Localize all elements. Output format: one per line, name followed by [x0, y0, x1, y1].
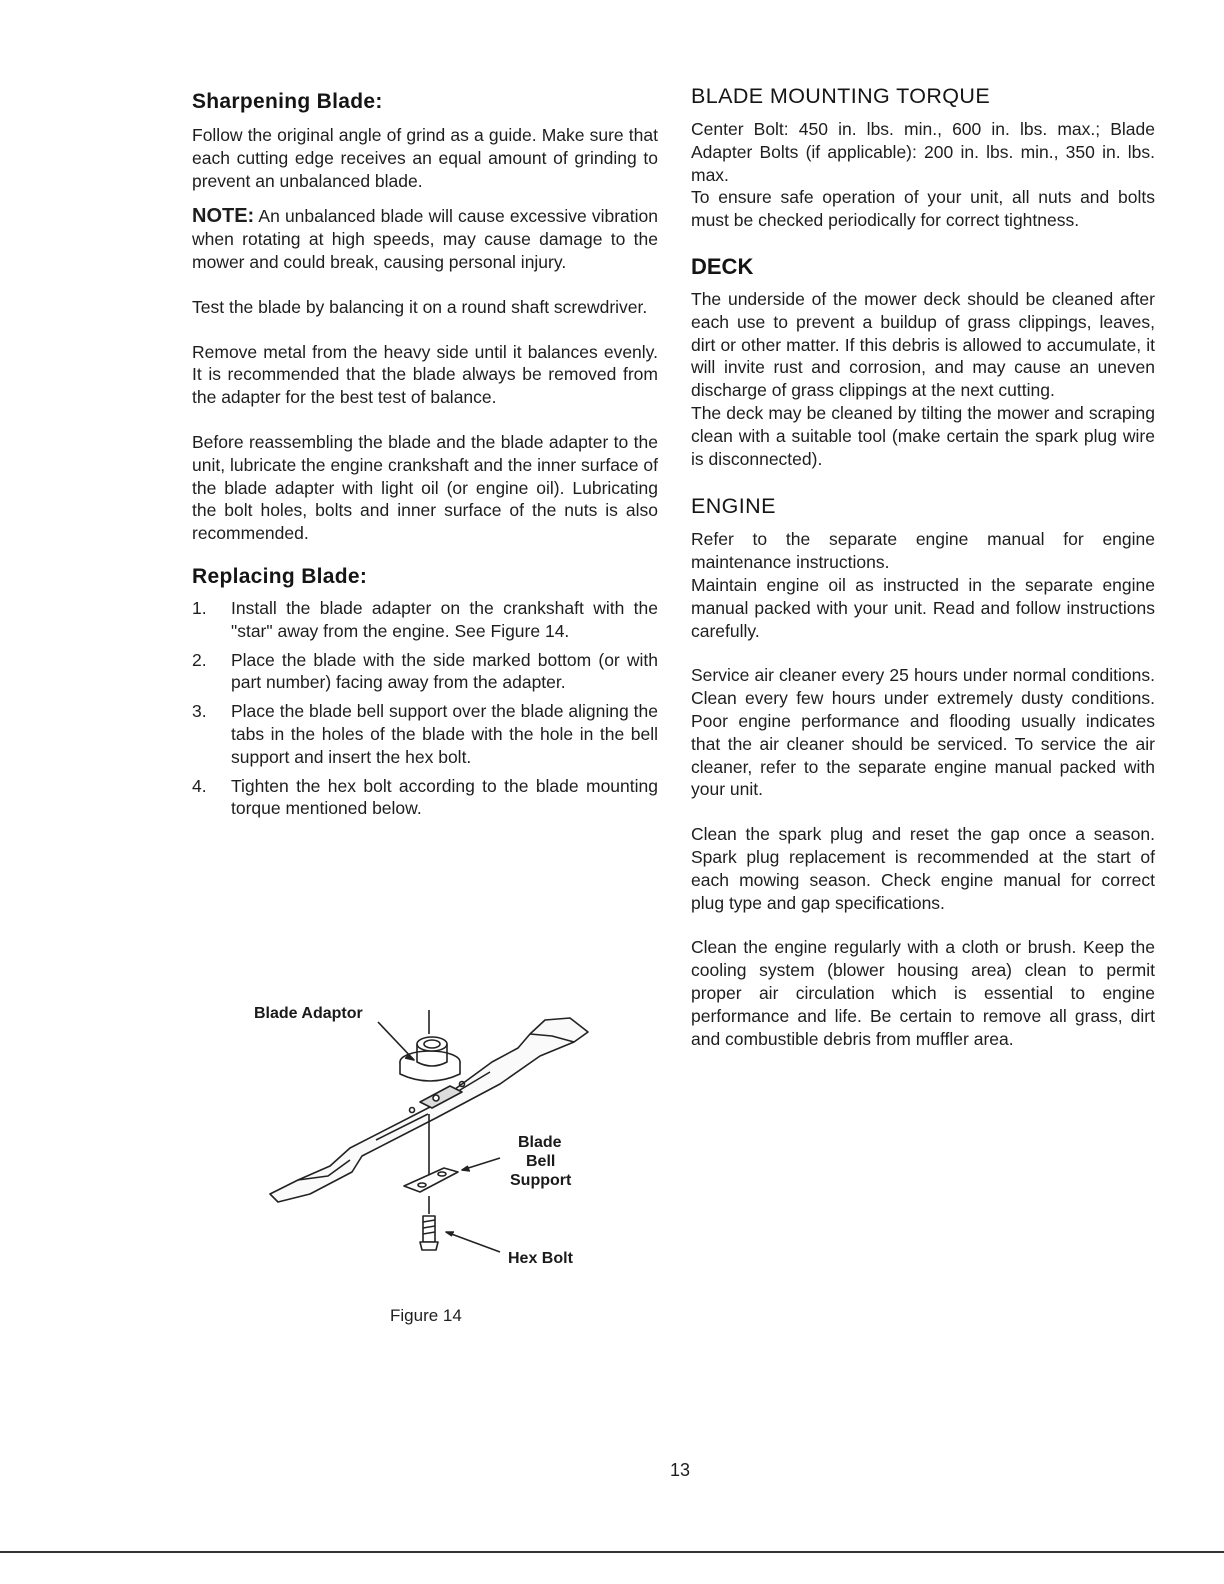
step-item: [192, 700, 658, 768]
engine-air-cleaner-paragraph: Service air cleaner every 25 hours under normal conditions. Clean every few hours under extremely dusty conditions. Poor engine performance and flooding usually indicates that the air cleaner should be serviced. To service the air cleaner, refer to the separate engine manual packed with your unit.: [691, 665, 1155, 800]
remove-metal-paragraph: Remove metal from the heavy side until it balances evenly. It is recommended that the blade always be removed from the adapter for the best test of balance.: [192, 341, 658, 408]
deck-paragraph-2: The deck may be cleaned by tilting the mower and scraping clean with a suitable tool (make certain the spark plug wire is disconnected).: [691, 402, 1155, 469]
note-label: NOTE:: [192, 205, 255, 228]
step-text: Place the blade with the side marked bottom (or with part number) facing away from the adapter.: [231, 649, 658, 693]
step-number: 2.: [192, 649, 207, 670]
bottom-rule: [0, 1551, 1224, 1553]
step-item: [192, 775, 658, 821]
figure-caption: Figure 14: [390, 1306, 462, 1325]
reassembling-paragraph: Before reassembling the blade and the blade adapter to the unit, lubricate the engine crankshaft and the inner surface of the blade adapter with light oil (or engine oil). Lubricating the bolt holes, bolts and inner surface of the nuts is also recommended.: [192, 431, 658, 544]
step-number: 1.: [192, 597, 207, 618]
hex-bolt-label: Hex Bolt: [508, 1250, 573, 1267]
blade-adaptor-label: Blade Adaptor: [254, 1005, 363, 1022]
engine-heading: ENGINE: [691, 494, 776, 519]
sharpening-blade-heading: Sharpening Blade:: [192, 90, 383, 113]
engine-cleaning-paragraph: Clean the engine regularly with a cloth or brush. Keep the cooling system (blower housing area) clean to permit proper air circulation which is essential to engine performance and life. Be certain to remove all grass, dirt and combustible debris from muffler area.: [691, 937, 1155, 1049]
step-item: [192, 597, 658, 643]
engine-paragraph-2: Maintain engine oil as instructed in the separate engine manual packed with your unit. Read and follow instructions carefully.: [691, 574, 1155, 641]
step-number: 3.: [192, 701, 207, 722]
step-item: [192, 649, 658, 695]
engine-paragraph-1: Refer to the separate engine manual for engine maintenance instructions.: [691, 529, 1155, 573]
left-column: [192, 84, 658, 820]
note-paragraph: [192, 205, 658, 273]
replacing-steps-list: [192, 597, 658, 820]
blade-mounting-torque-heading: BLADE MOUNTING TORQUE: [691, 84, 991, 108]
deck-heading: DECK: [691, 253, 754, 279]
blade-bell-support-label-line3: Support: [510, 1172, 572, 1189]
note-text: An unbalanced blade will cause excessive vibration when rotating at high speeds, may cause damage to the mower and could break, causing personal injury.: [192, 206, 658, 272]
figure-14: [200, 990, 620, 1340]
sharpening-paragraph: Follow the original angle of grind as a guide. Make sure that each cutting edge receives an equal amount of grinding to prevent an unbalanced blade.: [192, 125, 658, 191]
page-number: 13: [670, 1460, 691, 1480]
step-text: Install the blade adapter on the crankshaft with the "star" away from the engine. See Figure 14.: [231, 597, 658, 641]
step-number: 4.: [192, 775, 207, 796]
test-paragraph: Test the blade by balancing it on a round shaft screwdriver.: [192, 296, 648, 317]
blade-bell-support-label-line1: Blade: [518, 1134, 562, 1151]
replacing-blade-heading: Replacing Blade:: [192, 564, 368, 588]
right-column: [691, 84, 1155, 1050]
blade-bell-support-label-line2: Bell: [526, 1153, 556, 1170]
step-text: Tighten the hex bolt according to the blade mounting torque mentioned below.: [231, 775, 658, 819]
deck-paragraph-1: The underside of the mower deck should be cleaned after each use to prevent a buildup of grass clippings, leaves, dirt or other matter. If this debris is allowed to accumulate, it will invite rust and corrosion, and may cause an uneven discharge of grass clippings at the next cutting.: [691, 288, 1155, 401]
torque-safety-paragraph: To ensure safe operation of your unit, all nuts and bolts must be checked periodically for correct tightness.: [691, 187, 1155, 231]
torque-values-paragraph: Center Bolt: 450 in. lbs. min., 600 in. lbs. max.; Blade Adapter Bolts (if applicable): 200 in. lbs. min., 350 in. lbs. max.: [691, 119, 1155, 185]
engine-spark-plug-paragraph: Clean the spark plug and reset the gap once a season. Spark plug replacement is recommended at the start of each mowing season. Check engine manual for correct plug type and gap specifications.: [691, 824, 1155, 913]
step-text: Place the blade bell support over the blade aligning the tabs in the holes of the blade with the hole in the bell support and insert the hex bolt.: [231, 701, 658, 767]
